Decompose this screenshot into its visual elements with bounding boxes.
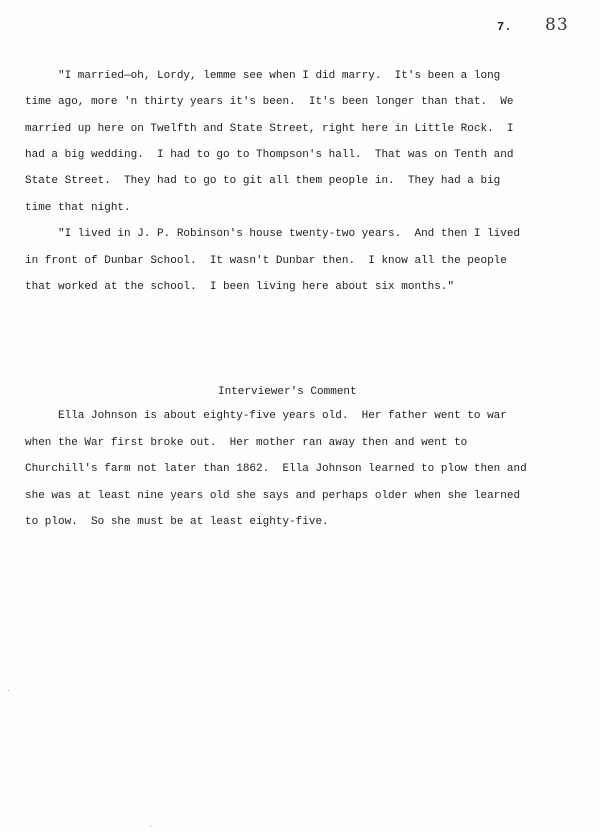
paper-speck [150, 826, 151, 827]
narrative-line: had a big wedding. I had to go to Thompson's hall. That was on Tenth and [25, 149, 514, 161]
stamped-page-number: 83 [545, 15, 569, 35]
comment-line: Ella Johnson is about eighty-five years old. Her father went to war [25, 410, 507, 422]
narrative-line: married up here on Twelfth and State Street, right here in Little Rock. I [25, 123, 514, 135]
comment-line: she was at least nine years old she says and perhaps older when she learned [25, 490, 521, 502]
narrative-line: that worked at the school. I been living here about six months." [25, 281, 455, 293]
comment-line: to plow. So she must be at least eighty-five. [25, 516, 329, 528]
typed-page-number: 7. [497, 20, 512, 34]
comment-line: Churchill's farm not later than 1862. Ella Johnson learned to plow then and [25, 463, 527, 475]
paper-speck [8, 690, 9, 691]
narrative-line: "I lived in J. P. Robinson's house twenty-two years. And then I lived [25, 228, 521, 240]
narrative-line: time that night. [25, 202, 131, 214]
narrative-line: time ago, more 'n thirty years it's been. It's been longer than that. We [25, 96, 514, 108]
comment-line: when the War first broke out. Her mother ran away then and went to [25, 437, 468, 449]
narrative-line: State Street. They had to go to git all them people in. They had a big [25, 175, 501, 187]
comment-heading: Interviewer's Comment [218, 386, 357, 398]
narrative-line: "I married—oh, Lordy, lemme see when I did marry. It's been a long [25, 70, 501, 82]
narrative-line: in front of Dunbar School. It wasn't Dunbar then. I know all the people [25, 255, 507, 267]
